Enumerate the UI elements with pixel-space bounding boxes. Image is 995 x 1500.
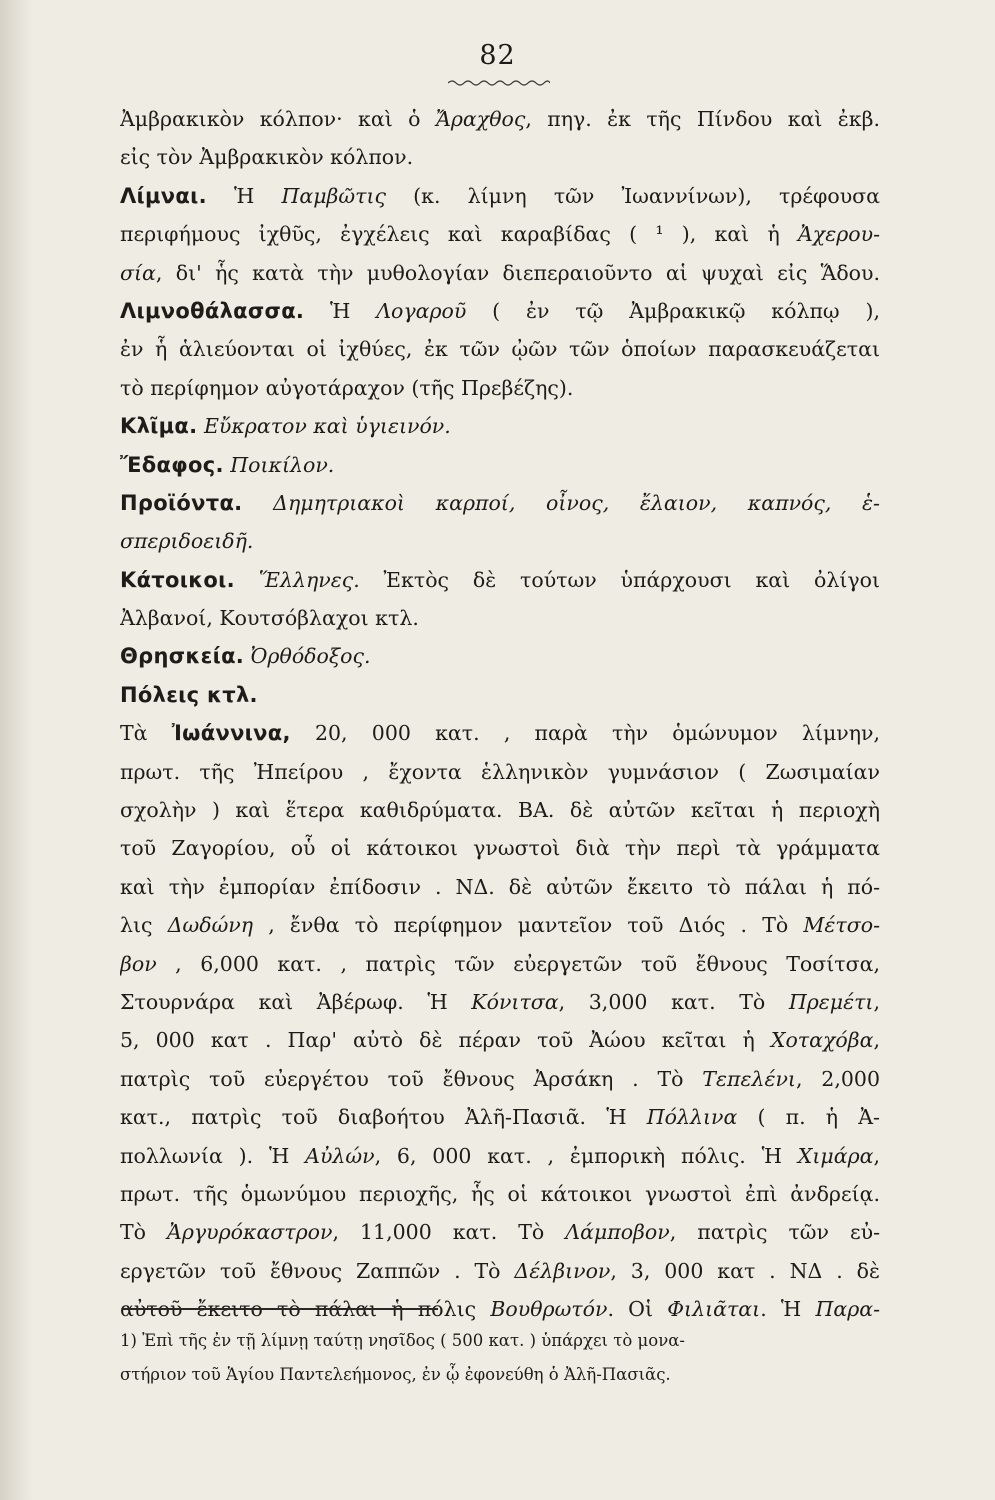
text-segment: , ἔνθα τὸ περίφημον μαντεῖον τοῦ Διός . Τὸ [253,913,804,938]
italic-term: Πρεμέτι [788,989,874,1014]
text-segment: πρωτ. τῆς Ἠπείρου , ἔχοντα ἑλληνικὸν γυμνάσιον ( Ζωσιμαίαν [120,759,880,784]
text-line [120,983,880,1021]
italic-term: βον [120,951,157,976]
text-segment: ( π. ἡ Ἀ- [737,1105,880,1130]
italic-term: Ἕλληνες. [258,567,360,592]
text-segment: 20, 000 κατ. , παρὰ τὴν ὁμώνυμον λίμνην, [290,721,880,746]
text-line [120,599,880,637]
text-segment: κατ., πατρὶς τοῦ διαβοήτου Ἀλῆ-Πασιᾶ. Ἡ [120,1105,647,1130]
text-line [120,1098,880,1136]
italic-term: Μέτσο- [803,913,880,938]
text-segment: πρωτ. τῆς ὁμωνύμου περιοχῆς, ἧς οἱ κάτοικοι γνωστοὶ ἐπὶ ἀνδρείᾳ. [120,1181,880,1206]
italic-term: Κόνιτσα [471,989,559,1014]
body-text [120,100,880,1329]
text-segment: , 2,000 [795,1066,880,1091]
text-segment [242,491,273,515]
text-segment: . Ἡ [760,1297,816,1322]
text-segment: 5, 000 κατ . Παρ' αὐτὸ δὲ πέραν τοῦ Ἀώου κεῖται ἡ [120,1028,771,1053]
text-segment: Τὰ [120,721,172,746]
section-heading: Ἔδαφος. [120,452,224,477]
text-line [120,945,880,983]
text-segment: Ἐκτὸς δὲ τούτων ὑπάρχουσι καὶ ὀλίγοι [359,567,880,592]
footnote-line: στήριον τοῦ Ἁγίου Παντελεήμονος, ἐν ᾧ ἐφονεύθη ὁ Ἀλῆ-Πασιᾶς. [120,1365,671,1384]
footnote-line: 1) Ἐπὶ τῆς ἐν τῇ λίμνῃ ταύτῃ νησῖδος ( 500 κατ. ) ὑπάρχει τὸ μονα- [120,1331,685,1350]
italic-term: Βουθρωτόν [490,1297,608,1322]
wavy-ornament [448,78,550,88]
italic-term: Δωδώνη [167,913,254,938]
section-heading: Λιμνοθάλασσα. [120,298,305,323]
text-segment: , 3, 000 κατ . ΝΔ . δὲ [610,1258,880,1283]
italic-term: Παμβῶτις [281,183,386,208]
section-heading: Ἰωάννινα, [171,721,291,746]
text-line [120,254,880,292]
text-segment: , [873,1143,880,1168]
italic-term: σπεριδοειδῆ. [120,529,254,554]
italic-term: Τεπελένι [702,1066,796,1091]
text-line [120,522,880,560]
text-segment: εἰς τὸν Ἀμβρακικὸν κόλπον. [120,145,414,170]
text-segment: , [873,1028,880,1053]
text-line [120,292,880,330]
text-segment: Τὸ [120,1220,168,1245]
text-line [120,177,880,215]
section-heading: Κλῖμα. [120,414,198,439]
italic-term: Λογαροῦ [376,298,467,323]
italic-term: Φιλιᾶται [667,1297,761,1322]
text-segment: λις [120,913,168,938]
text-line [120,330,880,368]
section-heading: Λίμναι. [120,183,207,208]
text-segment: περιφήμους ἰχθῦς, ἐγχέλεις καὶ καραβίδας ( ¹ ), καὶ ἡ [120,222,798,247]
text-line [120,829,880,867]
text-segment: , 6,000 κατ. , πατρὶς τῶν εὐεργετῶν τοῦ ἔθνους Τοσίτσα, [156,951,880,976]
text-segment: ( ἐν τῷ Ἀμβρακικῷ κόλπῳ ), [466,298,880,323]
italic-term: Εὔκρατον καὶ ὑγιεινόν. [203,414,451,439]
text-segment: , [873,989,880,1014]
italic-term: Δέλβινον [514,1258,611,1283]
text-segment: , 3,000 κατ. Τὸ [558,989,789,1014]
text-line [120,561,880,599]
text-line [120,753,880,791]
text-segment: Ἀμβρακικὸν κόλπον· καὶ ὁ [120,107,436,131]
italic-term: σία [120,260,156,285]
italic-term: Πόλλινα [646,1105,738,1130]
text-line [120,714,880,752]
text-segment: τοῦ Ζαγορίου, οὗ οἱ κάτοικοι γνωστοὶ διὰ τὴν περὶ τὰ γράμματα [120,836,880,861]
text-line [120,868,880,906]
text-line [120,637,880,675]
italic-term: Ποικίλον. [230,452,335,477]
italic-term: Χοταχόβα [770,1028,874,1053]
text-segment: αὐτοῦ ἔκειτο τὸ πάλαι ἡ πόλις [120,1297,491,1322]
text-line [120,906,880,944]
text-line [120,1252,880,1290]
text-segment: , 6, 000 κατ. , ἐμπορικὴ πόλις. Ἡ [374,1143,798,1168]
text-line [120,1175,880,1213]
italic-term: Ἀχερου- [797,222,880,247]
text-segment: σχολὴν ) καὶ ἕτερα καθιδρύματα. ΒΑ. δὲ αὐτῶν κεῖται ἡ περιοχὴ [120,798,880,823]
text-segment: , 11,000 κατ. Τὸ [332,1220,566,1245]
text-line [120,1060,880,1098]
text-line [120,484,880,522]
italic-term: Λάμποβον [565,1220,670,1245]
text-segment: τὸ περίφημον αὐγοτάραχον (τῆς Πρεβέζης). [120,375,574,400]
text-line [120,100,880,138]
text-segment: (κ. λίμνη τῶν Ἰωαννίνων), τρέφουσα [386,183,880,208]
text-line [120,369,880,407]
text-segment: Στουρνάρα καὶ Ἀβέρωφ. Ἡ [120,989,472,1014]
text-segment: πατρὶς τοῦ εὐεργέτου τοῦ ἔθνους Ἀρσάκη . Τὸ [120,1066,703,1091]
italic-term: Παρα- [815,1297,880,1322]
section-heading: Θρησκεία. [120,644,245,669]
text-segment: , δι' ἧς κατὰ τὴν μυθολογίαν διεπεραιοῦντο αἱ ψυχαὶ εἰς Ἅδου. [155,260,880,285]
text-segment: καὶ τὴν ἐμπορίαν ἐπίδοσιν . ΝΔ. δὲ αὐτῶν ἔκειτο τὸ πάλαι ἡ πό- [120,874,880,899]
text-segment [235,568,259,592]
section-heading: Πόλεις κτλ. [120,682,258,707]
text-line [120,446,880,484]
text-line [120,407,880,445]
text-segment: εργετῶν τοῦ ἔθνους Ζαππῶν . Τὸ [120,1258,515,1283]
italic-term: Ἀργυρόκαστρον [167,1220,333,1245]
page-number: 82 [479,40,516,71]
text-segment: πολλωνία ). Ἡ [120,1143,306,1168]
italic-term: Χιμάρα [797,1143,874,1168]
footnote-rule [122,1308,438,1310]
text-segment: ἐν ἧ ἁλιεύονται οἱ ἰχθύες, ἐκ τῶν ᾠῶν τῶν ὁποίων παρασκευάζεται [120,337,880,362]
page-gutter-shadow [0,0,34,1500]
text-line [120,1021,880,1059]
italic-term: Αὐλών [305,1143,375,1168]
italic-term: Ὀρθόδοξος. [250,644,371,669]
italic-term: Δημητριακοὶ καρποί, οἶνος, ἔλαιον, καπνός, ἑ- [273,490,880,515]
text-line [120,1213,880,1251]
text-line [120,1137,880,1175]
footnotes [120,1324,880,1392]
text-line [120,138,880,176]
section-heading: Κάτοικοι. [120,567,235,592]
text-line [120,791,880,829]
text-segment: Ἡ [206,183,282,208]
text-segment: , πατρὶς τῶν εὐ- [669,1220,880,1245]
section-heading: Προϊόντα. [120,490,243,515]
text-line [120,676,880,714]
text-segment: Ἀλβανοί, Κουτσόβλαχοι κτλ. [120,606,419,631]
italic-term: Ἄραχθος [435,107,526,131]
text-segment: . Οἱ [607,1297,668,1322]
text-line [120,215,880,253]
text-segment: , πηγ. ἐκ τῆς Πίνδου καὶ ἐκβ. [525,107,880,131]
text-segment: Ἡ [304,298,377,323]
